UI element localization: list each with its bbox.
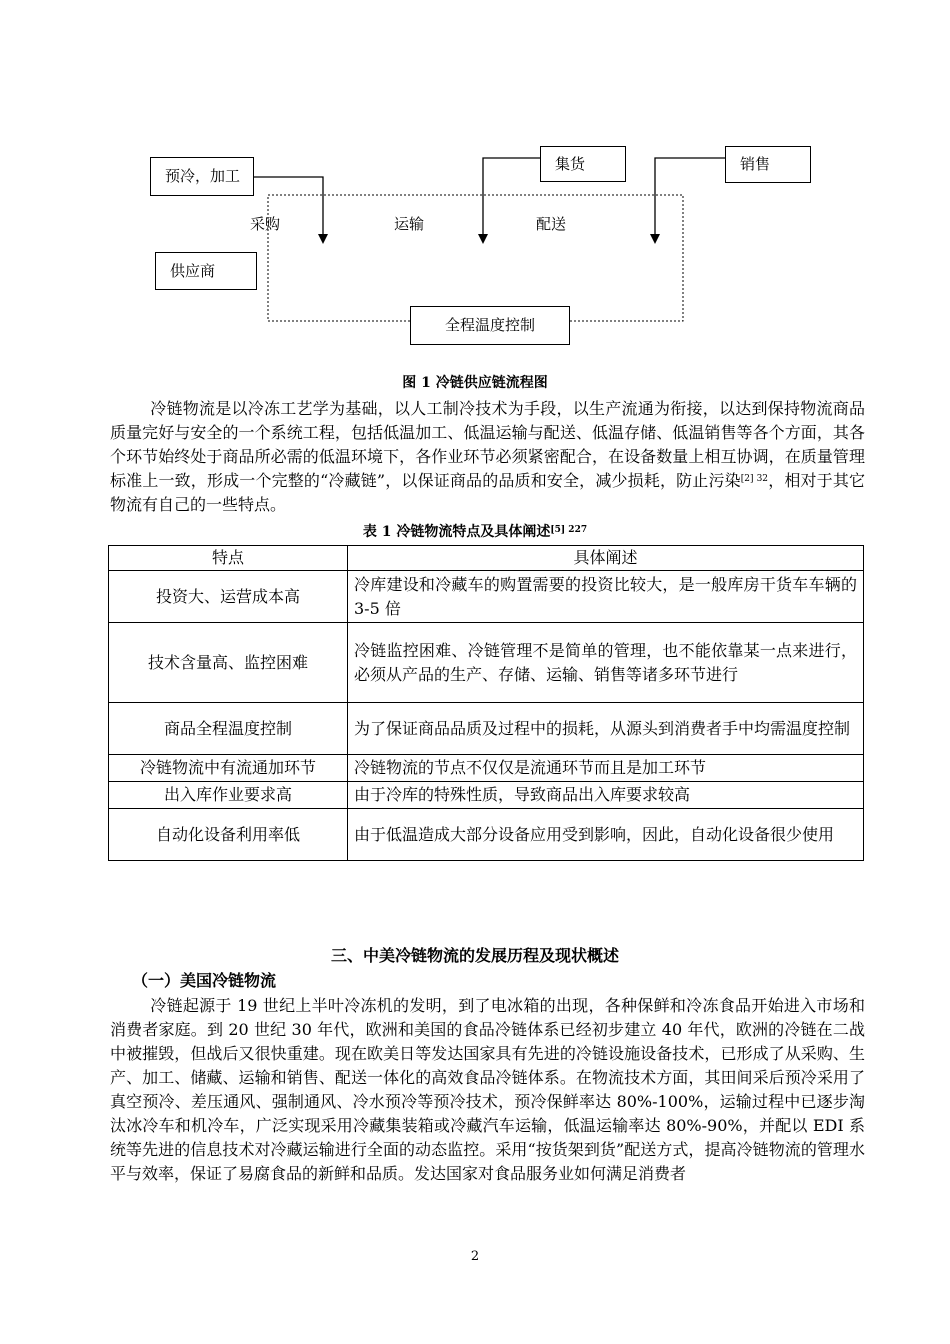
sales-box xyxy=(725,146,811,183)
description-cell: 由于低温造成大部分设备应用受到影响，因此，自动化设备很少使用 xyxy=(348,809,864,861)
supplier-box xyxy=(155,252,257,290)
section-title: 三、中美冷链物流的发展历程及现状概述 xyxy=(330,946,619,965)
temperature-control-box xyxy=(410,306,570,345)
precool-processing-label: 预冷，加工 xyxy=(165,167,241,185)
table-caption-ref: [5] 227 xyxy=(550,525,588,535)
feature-cell: 自动化设备利用率低 xyxy=(109,809,348,861)
paragraph-tail: ，相对于其它物流有自己的一些特点。 xyxy=(110,471,865,514)
description-cell: 由于冷库的特殊性质，导致商品出入库要求较高 xyxy=(348,782,864,809)
subsection-title: （一）美国冷链物流 xyxy=(132,971,277,990)
table-caption xyxy=(0,522,950,542)
precool-processing-box xyxy=(150,157,254,196)
description-cell: 冷链物流的节点不仅仅是流通环节而且是加工环节 xyxy=(348,755,864,782)
table-row xyxy=(109,703,864,755)
feature-cell: 技术含量高、监控困难 xyxy=(109,623,348,703)
feature-cell: 商品全程温度控制 xyxy=(109,703,348,755)
table-row xyxy=(109,571,864,623)
description-cell: 冷库建设和冷藏车的购置需要的投资比较大，是一般库房干货车车辆的 3-5 倍 xyxy=(348,571,864,623)
header-description: 具体阐述 xyxy=(348,546,864,571)
feature-cell: 冷链物流中有流通加环节 xyxy=(109,755,348,782)
paragraph-us-text: 冷链起源于 19 世纪上半叶冷冻机的发明，到了电冰箱的出现，各种保鲜和冷冻食品开始进入市场和消费者家庭。到 20 世纪 30 年代，欧洲和美国的食品冷链体系已经初步建立 40 年代，欧洲的冷链在二战中被摧毁，但战后又很快重建。现在欧美日等发达国家具有先进的冷链设施设备技术，已形成了从采购、生产、加工、储藏、运输和销售、配送一体化的高效食品冷链体系。在物流技术方面，其田间采后预冷采用了真空预冷、差压通风、强制通风、冷水预冷等预冷技术，预冷保鲜率达 80%-100%，运输过程中已逐步淘汰冰冷车和机冷车，广泛实现采用冷藏集装箱或冷藏汽车运输，低温运输率达 80%-90%，并配以 EDI 系统等先进的信息技术对冷藏运输进行全面的动态监控。采用“按货架到货”配送方式，提高冷链物流的管理水平与效率，保证了易腐食品的新鲜和品质。发达国家对食品服务业如何满足消费者 xyxy=(110,996,865,1183)
paragraph-cold-chain-definition xyxy=(110,397,865,517)
transport-label: 运输 xyxy=(394,215,425,233)
table-row xyxy=(109,782,864,809)
table-row xyxy=(109,623,864,703)
cold-chain-features-table xyxy=(108,545,864,861)
table-row xyxy=(109,809,864,861)
distribution-label: 配送 xyxy=(536,215,567,233)
header-feature: 特点 xyxy=(109,546,348,571)
citation-ref: [2] 32 xyxy=(740,474,769,484)
feature-cell: 投资大、运营成本高 xyxy=(109,571,348,623)
figure-caption: 图 1 冷链供应链流程图 xyxy=(402,375,548,391)
collect-goods-label: 集货 xyxy=(555,154,586,173)
description-cell: 为了保证商品品质及过程中的损耗，从源头到消费者手中均需温度控制 xyxy=(348,703,864,755)
sales-label: 销售 xyxy=(740,155,771,173)
paragraph-us-cold-chain xyxy=(110,994,865,1186)
page-number: 2 xyxy=(470,1249,480,1264)
description-cell: 冷链监控困难、冷链管理不是简单的管理，也不能依靠某一点来进行，必须从产品的生产、存储、运输、销售等诸多环节进行 xyxy=(348,623,864,703)
table-header-row xyxy=(109,546,864,571)
temperature-control-label: 全程温度控制 xyxy=(444,316,535,334)
paragraph-text: 冷链物流是以冷冻工艺学为基础，以人工制冷技术为手段，以生产流通为衔接，以达到保持物流商品质量完好与安全的一个系统工程，包括低温加工、低温运输与配送、低温存储、低温销售等各个方面，其各个环节始终处于商品所必需的低温环境下，各作业环节必须紧密配合，在设备数量上相互协调，在质量管理标准上一致，形成一个完整的“冷藏链”，以保证商品的品质和安全，减少损耗，防止污染 xyxy=(110,399,865,490)
collect-goods-box xyxy=(540,146,626,182)
feature-cell: 出入库作业要求高 xyxy=(109,782,348,809)
table-caption-text: 表 1 冷链物流特点及具体阐述 xyxy=(362,524,551,540)
table-row xyxy=(109,755,864,782)
supplier-label: 供应商 xyxy=(170,261,216,280)
purchase-label: 采购 xyxy=(250,215,281,233)
